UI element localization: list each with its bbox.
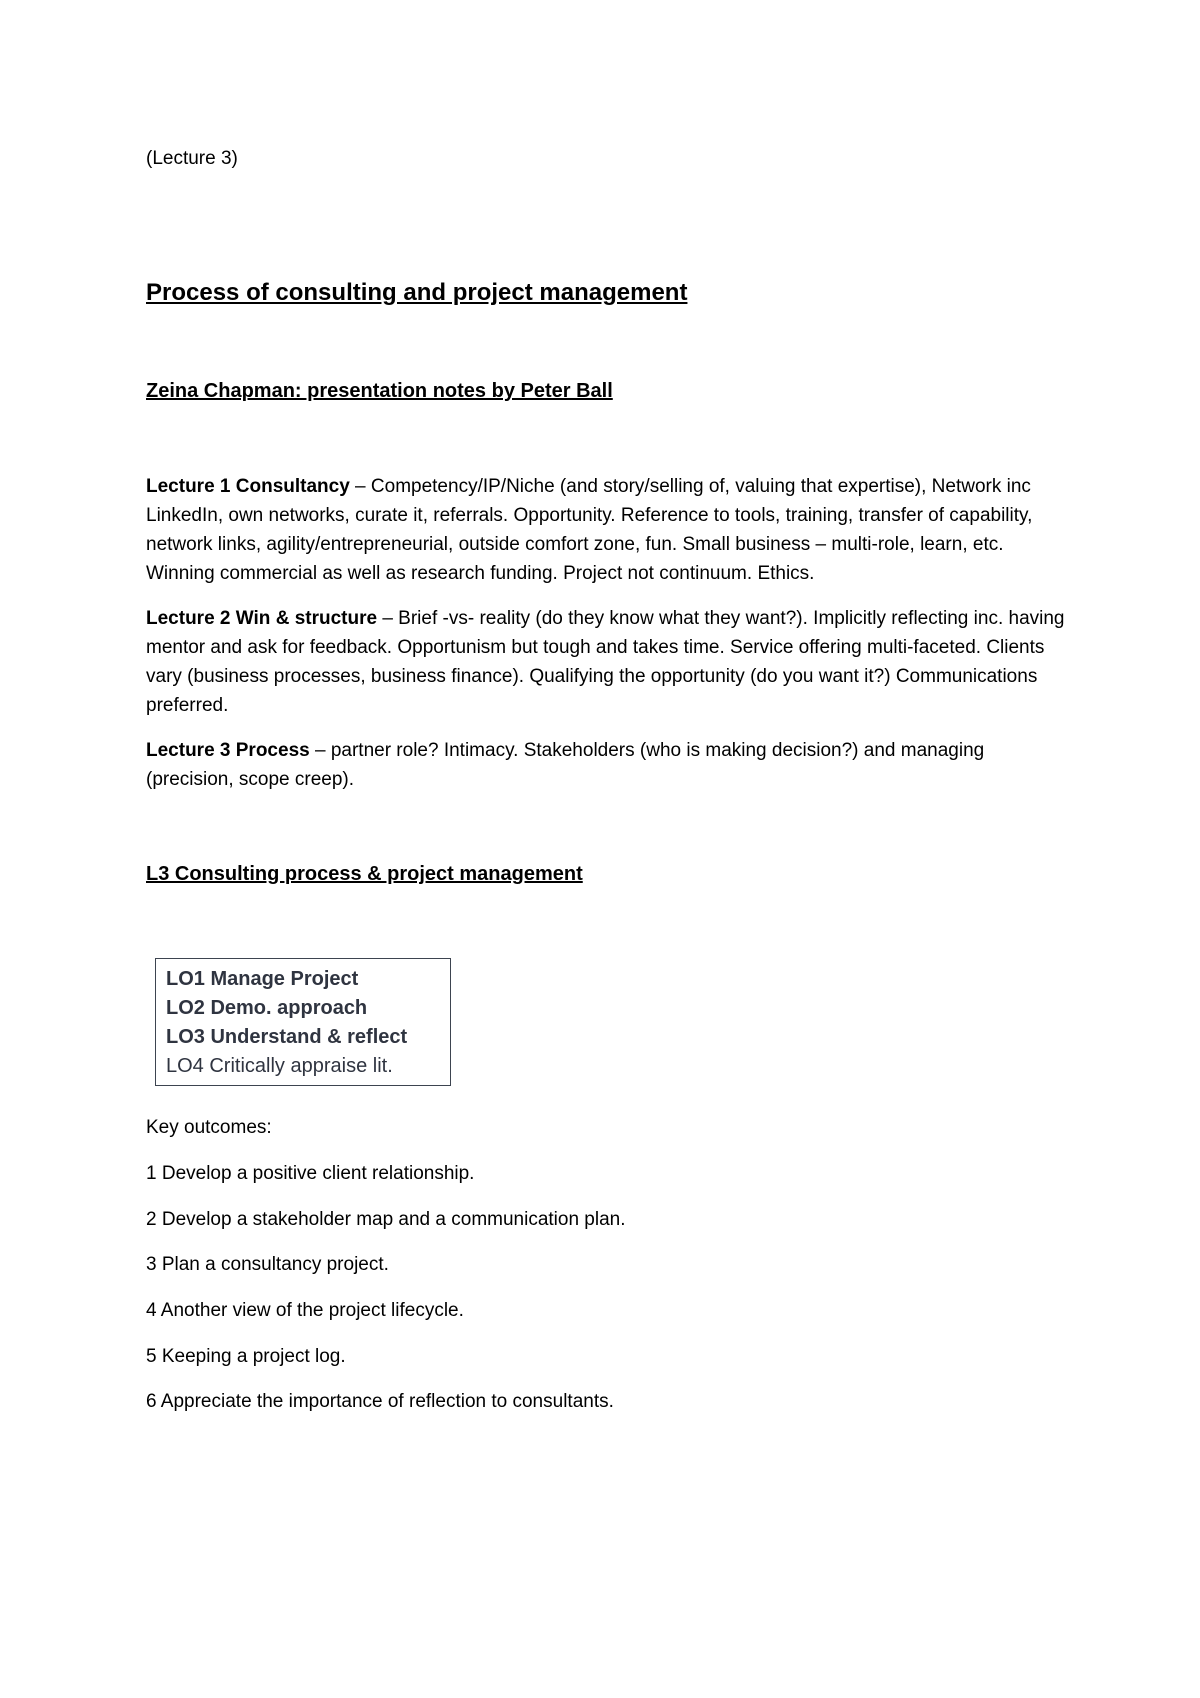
learning-outcome-item: LO4 Critically appraise lit. [166, 1055, 393, 1077]
key-outcome-item: 1 Develop a positive client relationship. [146, 1163, 475, 1184]
learning-outcome-item: LO1 Manage Project [166, 968, 359, 990]
lecture-2-text: – Brief -vs- reality (do they know what they want?). Implicitly reflecting inc. having mentor and ask for feedback. Opportunism but tough and takes time. Service offering multi-faceted. Clients vary (business processes, business finance). Qualifying the opportunity (do you want it?) Communications preferred. [146, 608, 1065, 716]
learning-outcomes-box [155, 958, 451, 1086]
key-outcome-item: 3 Plan a consultancy project. [146, 1254, 389, 1275]
lecture-3-text: – partner role? Intimacy. Stakeholders (who is making decision?) and managing (precision, scope creep). [146, 740, 985, 790]
lecture-3-paragraph [146, 736, 1066, 794]
page-title: Process of consulting and project management [146, 279, 688, 306]
learning-outcome-item: LO3 Understand & reflect [166, 1026, 408, 1048]
key-outcomes-label: Key outcomes: [146, 1117, 272, 1138]
lecture-2-paragraph [146, 604, 1066, 720]
lecture-3-heading: Lecture 3 Process [146, 740, 310, 761]
key-outcome-item: 5 Keeping a project log. [146, 1346, 346, 1367]
learning-outcome-item: LO2 Demo. approach [166, 997, 368, 1019]
lecture-2-heading: Lecture 2 Win & structure [146, 608, 378, 629]
section-heading: L3 Consulting process & project management [146, 863, 583, 885]
key-outcome-item: 2 Develop a stakeholder map and a communication plan. [146, 1209, 626, 1230]
key-outcome-item: 4 Another view of the project lifecycle. [146, 1300, 464, 1321]
key-outcome-item: 6 Appreciate the importance of reflection to consultants. [146, 1391, 614, 1412]
lecture-1-heading: Lecture 1 Consultancy [146, 476, 350, 497]
page-subtitle: Zeina Chapman: presentation notes by Peter Ball [146, 380, 613, 402]
lecture-tag: (Lecture 3) [146, 148, 238, 169]
lecture-1-text: – Competency/IP/Niche (and story/selling of, valuing that expertise), Network inc LinkedIn, own networks, curate it, referrals. Opportunity. Reference to tools, training, transfer of capability, network links, agility/entrepreneurial, outside comfort zone, fun. Small business – multi-role, learn, etc. Winning commercial as well as research funding. Project not continuum. Ethics. [146, 476, 1033, 584]
lecture-1-paragraph [146, 472, 1066, 588]
